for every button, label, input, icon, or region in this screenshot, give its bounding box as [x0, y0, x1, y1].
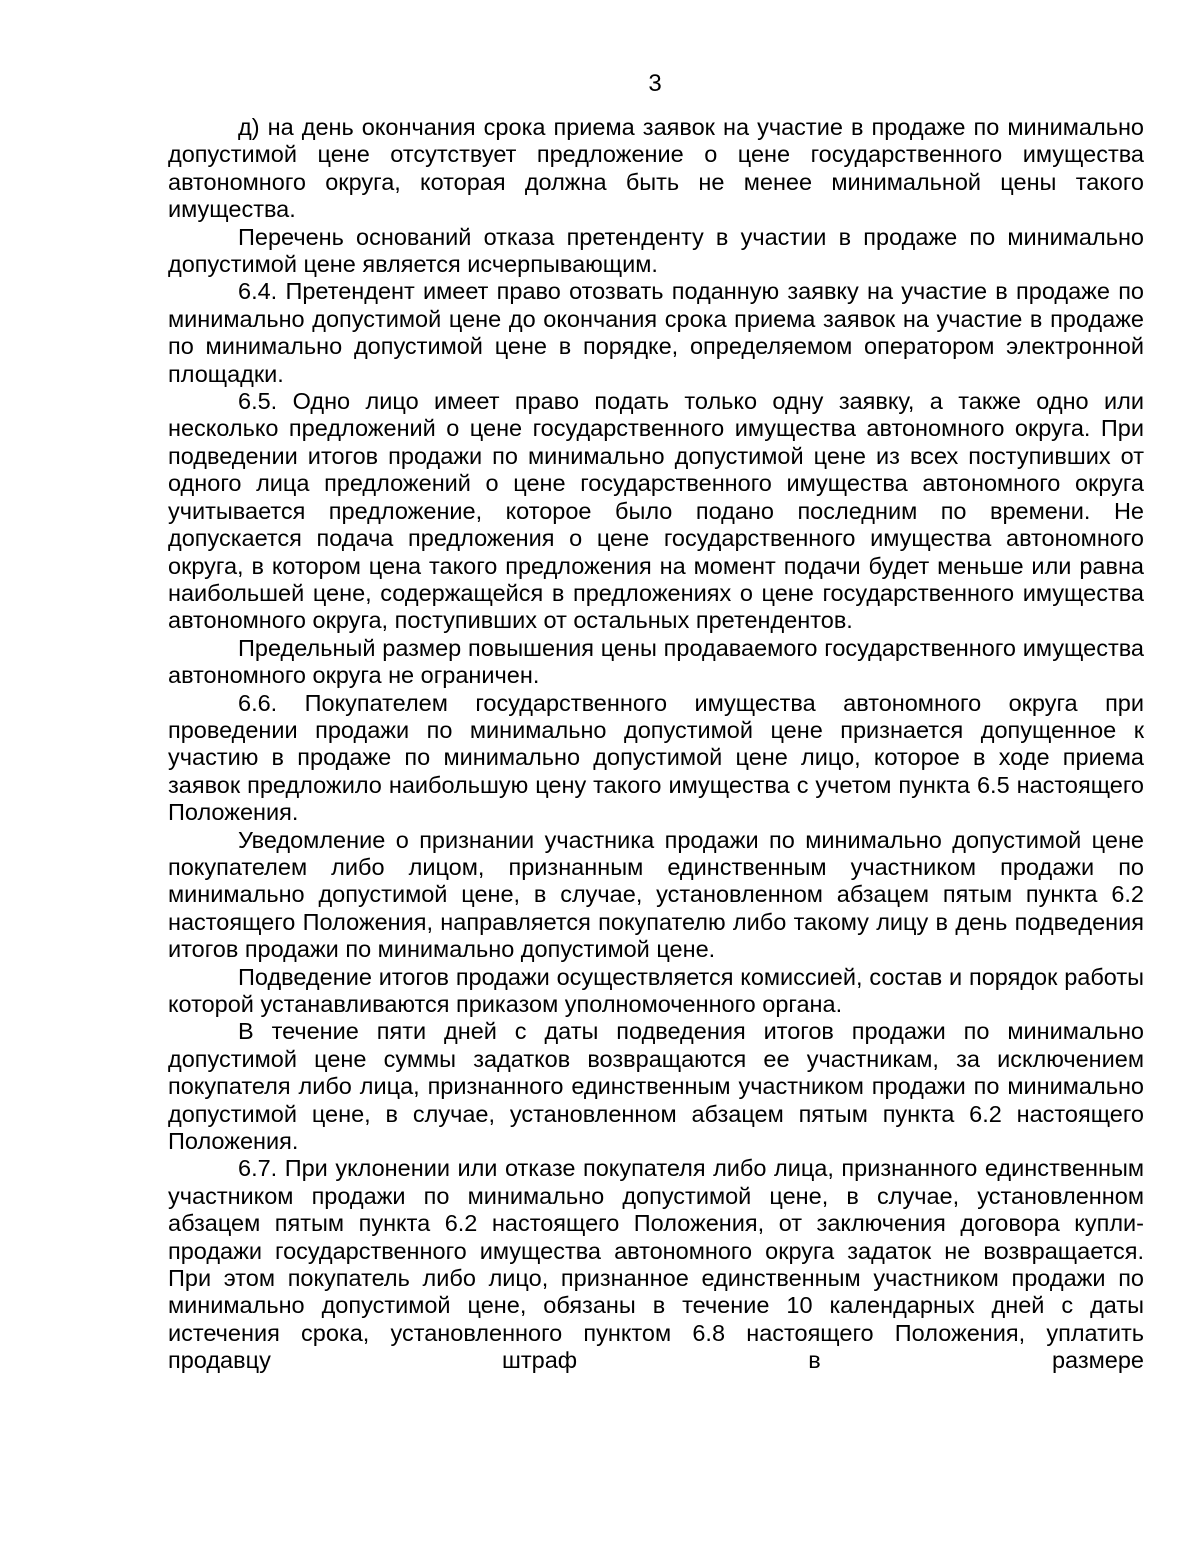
paragraph-notification: Уведомление о признании участника продажи по минимально допустимой цене покупателем либо лицом, признанным единственным участником продажи по минимально допустимой цене, в случае, установленном абзацем пятым пункта 6.2 настоящего Положения, направляется покупателю либо такому лицу в день подведения итогов продажи по минимально допустимой цене.	[168, 826, 1144, 963]
paragraph-commission: Подведение итогов продажи осуществляется комиссией, состав и порядок работы которой устанавливаются приказом уполномоченного органа.	[168, 963, 1144, 1017]
paragraph-6-4: 6.4. Претендент имеет право отозвать поданную заявку на участие в продаже по минимально допустимой цене до окончания срока приема заявок на участие в продаже по минимально допустимой цене в порядке, определяемом оператором электронной площадки.	[168, 278, 1144, 387]
paragraph-6-5: 6.5. Одно лицо имеет право подать только одну заявку, а также одно или несколько предложений о цене государственного имущества автономного округа. При подведении итогов продажи по минимально допустимой цене из всех поступивших от одного лица предложений о цене государственного имущества автономного округа учитывается предложение, которое было подано последним по времени. Не допускается подача предложения о цене государственного имущества автономного округа, в котором цена такого предложения на момент подачи будет меньше или равна наибольшей цене, содержащейся в предложениях о цене государственного имущества автономного округа, поступивших от остальных претендентов.	[168, 388, 1144, 634]
paragraph-6-6: 6.6. Покупателем государственного имущества автономного округа при проведении продажи по минимально допустимой цене признается допущенное к участию в продаже по минимально допустимой цене лицо, которое в ходе приема заявок предложило наибольшую цену такого имущества с учетом пункта 6.5 настоящего Положения.	[168, 689, 1144, 826]
paragraph-deposit-return: В течение пяти дней с даты подведения итогов продажи по минимально допустимой цене суммы задатков возвращаются ее участникам, за исключением покупателя либо лица, признанного единственным участником продажи по минимально допустимой цене, в случае, установленном абзацем пятым пункта 6.2 настоящего Положения.	[168, 1018, 1144, 1155]
page-number: 3	[648, 70, 662, 97]
paragraph-subitem-d: д) на день окончания срока приема заявок на участие в продаже по минимально допустимой цене отсутствует предложение о цене государственного имущества автономного округа, которая должна быть не менее минимальной цены такого имущества.	[168, 114, 1144, 223]
paragraph-6-7: 6.7. При уклонении или отказе покупателя либо лица, признанного единственным участником продажи по минимально допустимой цене, в случае, установленном абзацем пятым пункта 6.2 настоящего Положения, от заключения договора купли-продажи государственного имущества автономного округа задаток не возвращается. При этом покупатель либо лицо, признанное единственным участником продажи по минимально допустимой цене, обязаны в течение 10 календарных дней с даты истечения срока, установленного пунктом 6.8 настоящего Положения, уплатить продавцу штраф в размере	[168, 1155, 1144, 1374]
document-body	[168, 114, 1144, 1375]
paragraph-price-increase-limit: Предельный размер повышения цены продаваемого государственного имущества автономного округа не ограничен.	[168, 634, 1144, 689]
paragraph-refusal-grounds: Перечень оснований отказа претенденту в участии в продаже по минимально допустимой цене является исчерпывающим.	[168, 223, 1144, 278]
